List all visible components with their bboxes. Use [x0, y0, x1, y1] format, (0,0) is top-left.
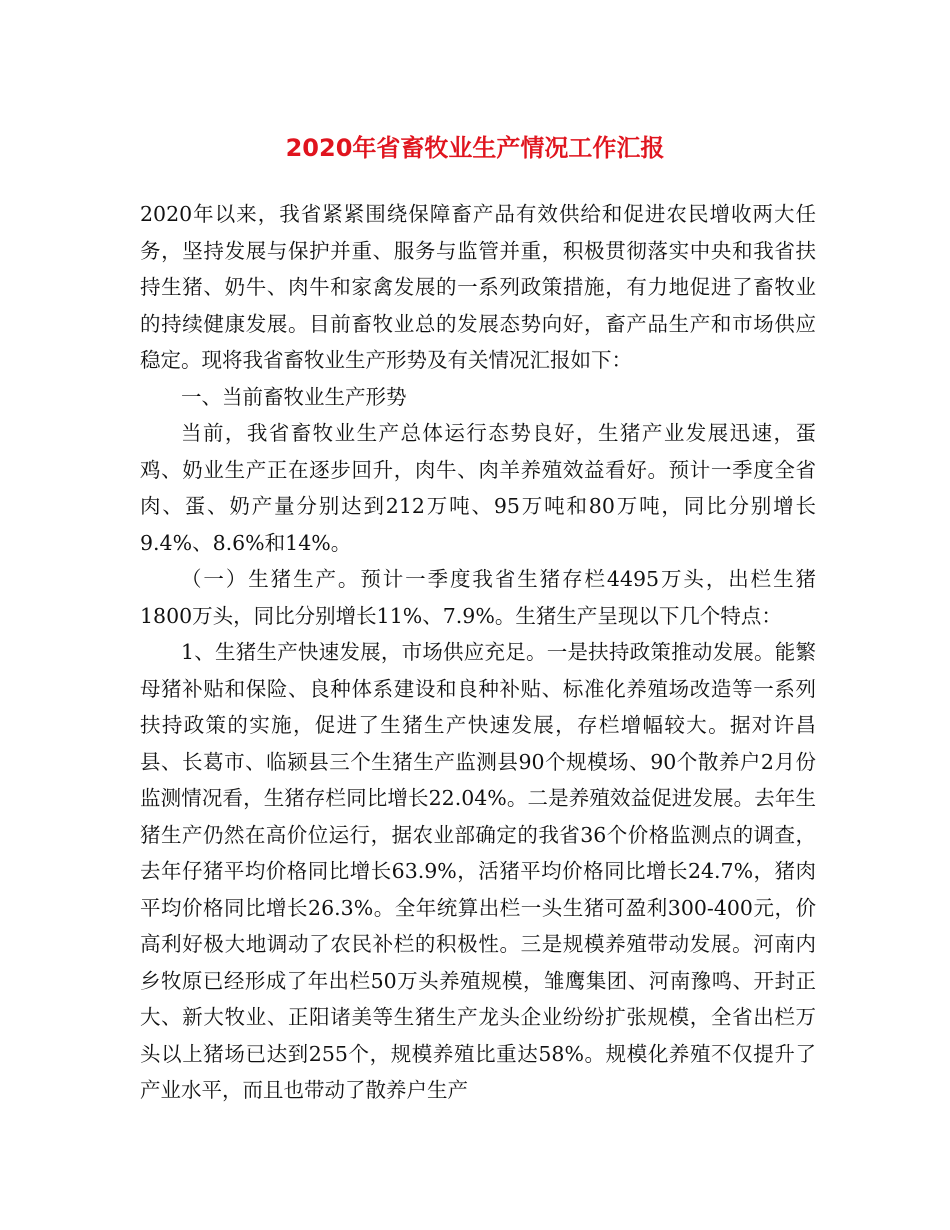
paragraph-hog-point-1: 1、生猪生产快速发展，市场供应充足。一是扶持政策推动发展。能繁母猪补贴和保险、良种体系建设和良种补贴、标准化养殖场改造等一系列扶持政策的实施，促进了生猪生产快速发展，存栏增幅较大。据对许昌县、长葛市、临颍县三个生猪生产监测县90个规模场、90个散养户2月份监测情况看，生猪存栏同比增长22.04%。二是养殖效益促进发展。去年生猪生产仍然在高价位运行，据农业部确定的我省36个价格监测点的调查，去年仔猪平均价格同比增长63.9%，活猪平均价格同比增长24.7%，猪肉平均价格同比增长26.3%。全年统算出栏一头生猪可盈利300-400元，价高利好极大地调动了农民补栏的积极性。三是规模养殖带动发展。河南内乡牧原已经形成了年出栏50万头养殖规模，雏鹰集团、河南豫鸣、开封正大、新大牧业、正阳诸美等生猪生产龙头企业纷纷扩张规模，全省出栏万头以上猪场已达到255个，规模养殖比重达58%。规模化养殖不仅提升了产业水平，而且也带动了散养户生产: [140, 640, 816, 1102]
section-heading-1: 一、当前畜牧业生产形势: [181, 384, 407, 409]
paragraph-overview: 当前，我省畜牧业生产总体运行态势良好，生猪产业发展迅速，蛋鸡、奶业生产正在逐步回升，肉牛、肉羊养殖效益看好。预计一季度全省肉、蛋、奶产量分别达到212万吨、95万吨和80万吨，同比分别增长9.4%、8.6%和14%。: [140, 421, 816, 555]
paragraph-hog-production: （一）生猪生产。预计一季度我省生猪存栏4495万头，出栏生猪1800万头，同比分别增长11%、7.9%。生猪生产呈现以下几个特点：: [140, 567, 816, 628]
paragraph-intro: 2020年以来，我省紧紧围绕保障畜产品有效供给和促进农民增收两大任务，坚持发展与保护并重、服务与监管并重，积极贯彻落实中央和我省扶持生猪、奶牛、肉牛和家禽发展的一系列政策措施，有力地促进了畜牧业的持续健康发展。目前畜牧业总的发展态势向好，畜产品生产和市场供应稳定。现将我省畜牧业生产形势及有关情况汇报如下：: [140, 202, 816, 372]
document-title: 2020年省畜牧业生产情况工作汇报: [285, 134, 665, 162]
document-body: [140, 196, 816, 1109]
